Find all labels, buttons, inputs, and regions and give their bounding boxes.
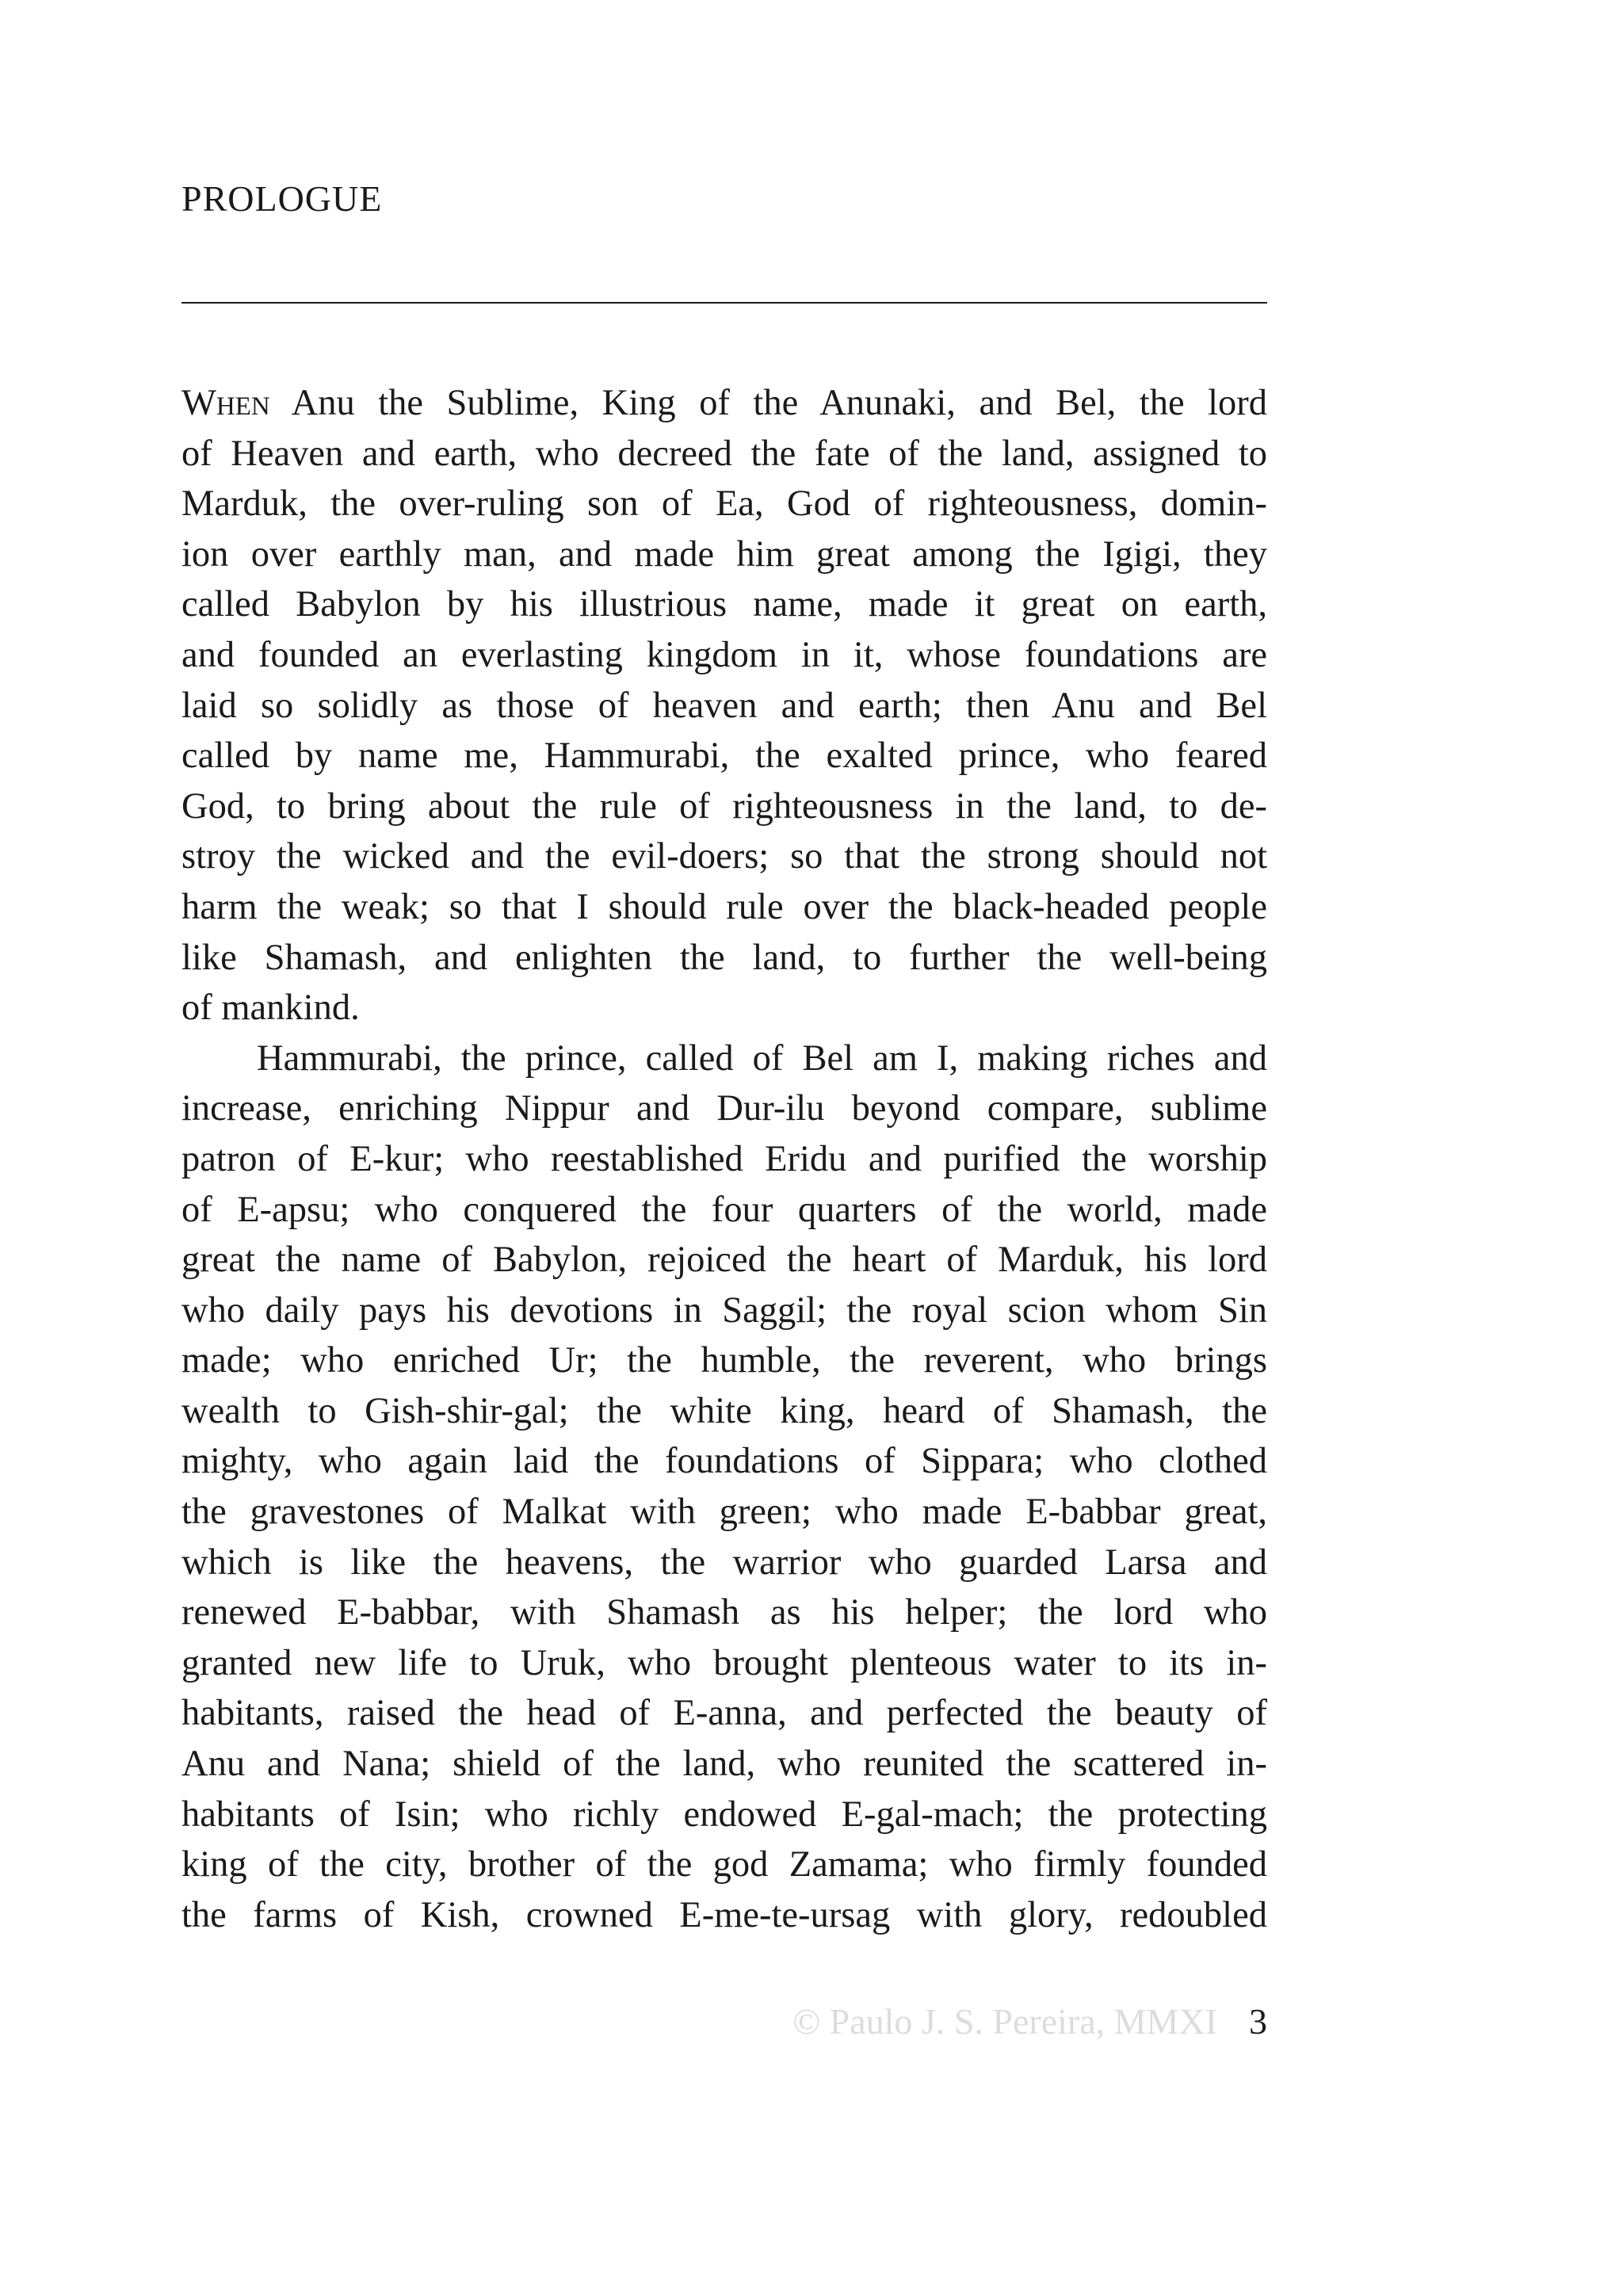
text-line: granted new life to Uruk, who brought plenteous water to its in- (181, 1642, 1267, 1683)
text-line: Anu and Nana; shield of the land, who reunited the scattered in- (181, 1744, 1267, 1785)
copyright-notice: © Paulo J. S. Pereira, MMXI (792, 2001, 1217, 2042)
text-line: king of the city, brother of the god Zamama; who firmly founded (181, 1844, 1267, 1885)
text-line: like Shamash, and enlighten the land, to further the well-being (181, 937, 1267, 978)
text-line: great the name of Babylon, rejoiced the heart of Marduk, his lord (181, 1240, 1267, 1281)
body-text (181, 378, 1267, 1940)
text-line: stroy the wicked and the evil-doers; so that the strong should not (181, 836, 1267, 877)
text-line: called by name me, Hammurabi, the exalted prince, who feared (181, 735, 1267, 777)
text-line: mighty, who again laid the foundations of Sippara; who clothed (181, 1441, 1267, 1482)
text-line: the farms of Kish, crowned E-me-te-ursag with glory, redoubled (181, 1894, 1267, 1935)
text-line: wealth to Gish-shir-gal; the white king, heard of Shamash, the (181, 1390, 1267, 1431)
text-line: the gravestones of Malkat with green; who made E-babbar great, (181, 1492, 1267, 1533)
text-line: made; who enriched Ur; the humble, the reverent, who brings (181, 1340, 1267, 1381)
text-line: of mankind. (181, 988, 360, 1029)
header-rule (181, 302, 1267, 304)
text-line: When Anu the Sublime, King of the Anunaki, and Bel, the lord (181, 383, 1267, 423)
text-line: which is like the heavens, the warrior who guarded Larsa and (181, 1541, 1267, 1583)
running-head: PROLOGUE (181, 178, 383, 219)
text-line: laid so solidly as those of heaven and earth; then Anu and Bel (181, 685, 1267, 726)
text-line: called Babylon by his illustrious name, made it great on earth, (181, 584, 1267, 625)
text-line: patron of E-kur; who reestablished Eridu and purified the worship (181, 1138, 1267, 1179)
text-line: habitants of Isin; who richly endowed E-gal-mach; the protecting (181, 1794, 1267, 1835)
text-line: Marduk, the over-ruling son of Ea, God of righteousness, domin- (181, 483, 1267, 525)
page-footer (0, 2001, 1267, 2042)
text-line: harm the weak; so that I should rule over the black-headed people (181, 886, 1267, 927)
text-line: habitants, raised the head of E-anna, and perfected the beauty of (181, 1693, 1267, 1734)
page-number: 3 (1249, 2001, 1267, 2042)
text-line: God, to bring about the rule of righteousness in the land, to de- (181, 785, 1267, 827)
lead-word: When (181, 383, 270, 423)
paragraph-1 (181, 378, 1267, 1033)
text-line: increase, enriching Nippur and Dur-ilu beyond compare, sublime (181, 1088, 1267, 1129)
text-line: of Heaven and earth, who decreed the fate of the land, assigned to (181, 433, 1267, 474)
text-line: ion over earthly man, and made him great among the Igigi, they (181, 533, 1267, 575)
text-line: Hammurabi, the prince, called of Bel am I, making riches and (257, 1037, 1267, 1079)
paragraph-2 (181, 1033, 1267, 1941)
text-line: of E-apsu; who conquered the four quarters of the world, made (181, 1189, 1267, 1230)
text-line: and founded an everlasting kingdom in it, whose foundations are (181, 634, 1267, 675)
text-line: who daily pays his devotions in Saggil; the royal scion whom Sin (181, 1289, 1267, 1331)
text-line: renewed E-babbar, with Shamash as his helper; the lord who (181, 1592, 1267, 1633)
